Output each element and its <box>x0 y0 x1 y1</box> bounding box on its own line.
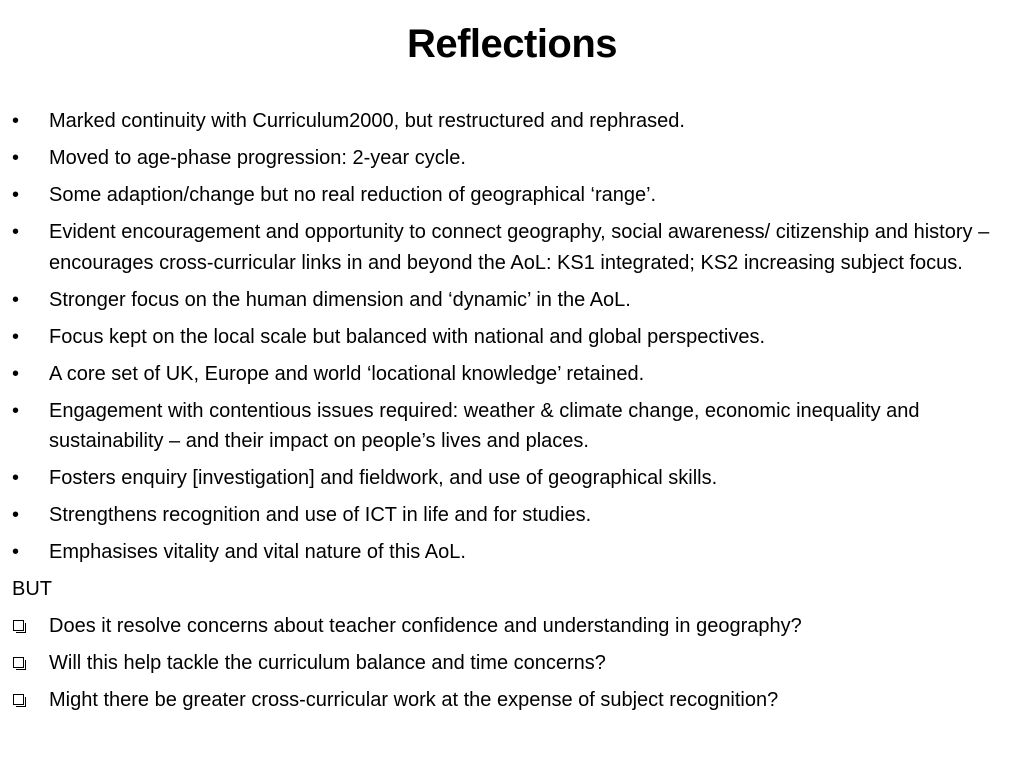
bullet-item <box>12 143 1012 174</box>
bullet-icon: • <box>12 399 20 422</box>
bullet-item <box>12 217 1012 278</box>
bullet-item <box>12 322 1012 353</box>
bullet-item <box>12 359 1012 390</box>
bullet-item <box>12 106 1012 137</box>
bullet-icon: • <box>12 288 20 311</box>
bullet-icon: • <box>12 541 20 563</box>
bullet-icon: • <box>12 467 20 489</box>
bullet-icon: • <box>12 110 20 132</box>
bullet-item <box>12 180 1012 211</box>
slide-title: Reflections <box>406 22 618 66</box>
bullet-text: Emphasises vitality and vital nature of this AoL. <box>49 541 466 563</box>
checkbox-icon <box>13 694 24 705</box>
bullet-text: Engagement with contentious issues required: weather & climate change, economic inequality and sustainability – and their impact on people’s lives and places. <box>49 399 920 452</box>
bullet-item <box>12 396 1012 457</box>
question-item <box>12 685 1012 716</box>
bullet-text: Marked continuity with Curriculum2000, but restructured and rephrased. <box>49 110 685 132</box>
slide-body <box>12 106 1012 722</box>
question-text: Does it resolve concerns about teacher confidence and understanding in geography? <box>49 615 802 637</box>
checkbox-icon <box>13 657 24 668</box>
bullet-icon: • <box>12 147 20 169</box>
bullet-icon: • <box>12 362 20 385</box>
checkbox-icon <box>13 620 24 631</box>
bullet-icon: • <box>12 504 20 526</box>
bullet-text: Evident encouragement and opportunity to connect geography, social awareness/ citizenship and history – encourages cross-curricular links in and beyond the AoL: KS1 integrated; KS2 increasing subject focus. <box>49 221 990 274</box>
bullet-text: Some adaption/change but no real reduction of geographical ‘range’. <box>49 184 657 206</box>
question-text: Will this help tackle the curriculum balance and time concerns? <box>49 652 606 674</box>
bullet-text: Stronger focus on the human dimension and ‘dynamic’ in the AoL. <box>49 288 631 311</box>
bullet-item <box>12 463 1012 494</box>
bullet-text: A core set of UK, Europe and world ‘locational knowledge’ retained. <box>49 362 645 385</box>
bullet-icon: • <box>12 325 20 348</box>
bullet-text: Strengthens recognition and use of ICT in life and for studies. <box>49 504 592 526</box>
question-text: Might there be greater cross-curricular work at the expense of subject recognition? <box>49 689 779 711</box>
bullet-text: Fosters enquiry [investigation] and fieldwork, and use of geographical skills. <box>49 467 718 489</box>
bullet-text: Moved to age-phase progression: 2-year cycle. <box>49 147 466 169</box>
bullet-icon: • <box>12 184 20 206</box>
bullet-text: Focus kept on the local scale but balanced with national and global perspectives. <box>49 325 766 348</box>
bullet-item <box>12 500 1012 531</box>
but-separator: BUT <box>12 578 52 600</box>
bullet-item <box>12 285 1012 316</box>
bullet-item <box>12 537 1012 568</box>
question-item <box>12 611 1012 642</box>
question-item <box>12 648 1012 679</box>
bullet-icon: • <box>12 221 20 243</box>
